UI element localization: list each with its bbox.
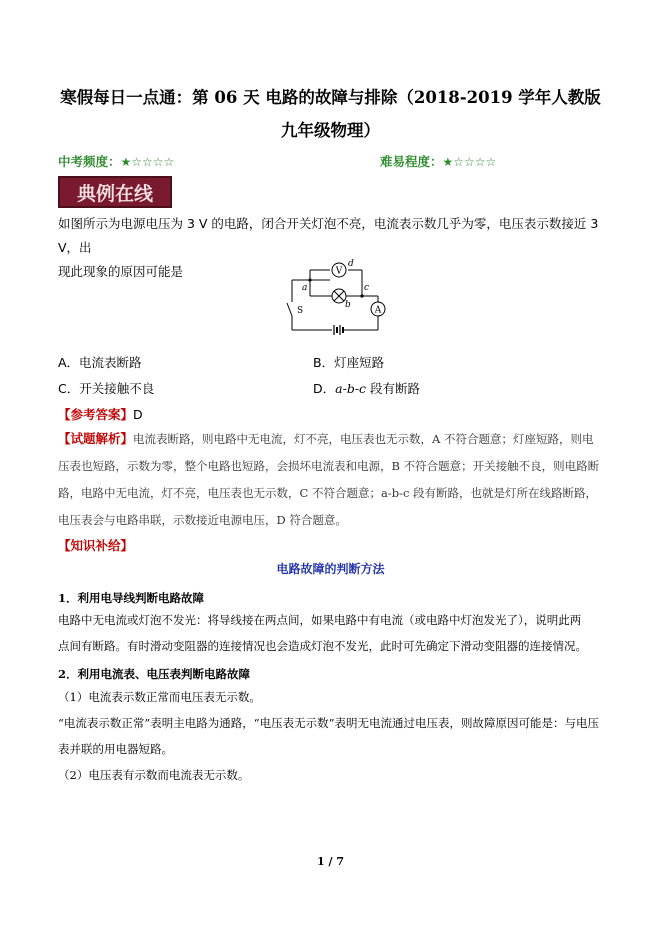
section1-title: 1．利用电导线判断电路故障	[58, 591, 205, 605]
example-online-badge: 典例在线	[58, 176, 172, 208]
difficulty-level	[380, 152, 496, 170]
analysis-line4: 电压表会与电路串联，示数接近电源电压，D 符合题意。	[58, 513, 347, 527]
difficulty-stars: ★☆☆☆☆	[442, 155, 497, 169]
answer-value: D	[133, 407, 143, 422]
exam-frequency-stars: ★☆☆☆☆	[120, 155, 175, 169]
page-number: 1 / 7	[317, 855, 344, 868]
section2-line1: “电流表示数正常”表明主电路为通路，“电压表无示数”表明无电流通过电压表，则故障原因可能是：与电压	[58, 716, 600, 730]
knowledge-label: 【知识补给】	[58, 538, 134, 553]
switch-label: S	[297, 306, 304, 316]
exam-frequency-label: 中考频度：	[58, 154, 121, 169]
node-a-label: a	[302, 283, 308, 293]
exam-frequency	[58, 152, 174, 170]
node-c-label: c	[364, 283, 370, 293]
option-d: D．a-b-c 段有断路	[313, 381, 421, 396]
knowledge-heading: 电路故障的判断方法	[276, 562, 385, 576]
section2-item1: （1）电流表示数正常而电压表无示数。	[58, 690, 261, 704]
answer-line	[58, 405, 143, 423]
question-line2: 现此现象的原因可能是	[58, 264, 184, 279]
section1-line1: 电路中无电流或灯泡不发光：将导线接在两点间，如果电路中有电流（或电路中灯泡发光了），说明此两	[58, 613, 582, 627]
question-line1: 如图所示为电源电压为 3 V 的电路，闭合开关灯泡不亮，电流表示数几乎为零，电压表示数接近 3 V，出	[58, 216, 599, 255]
section2-text	[58, 684, 610, 788]
node-d-label: d	[348, 259, 354, 269]
document-title-line1: 寒假每日一点通：第 06 天 电路的故障与排除（2018-2019 学年人教版	[60, 88, 601, 107]
answer-label: 【参考答案】	[58, 407, 134, 422]
analysis-line1: 电流表断路，则电路中无电流，灯不亮，电压表也无示数，A 不符合题意；灯座短路，则电	[133, 432, 594, 446]
difficulty-label: 难易程度：	[380, 154, 443, 169]
section1-line2: 点间有断路。有时滑动变阻器的连接情况也会造成灯泡不发光，此时可先确定下滑动变阻器的连接情况。	[58, 639, 587, 653]
analysis-label: 【试题解析】	[58, 431, 134, 446]
section2-line2: 表并联的用电器短路。	[58, 742, 173, 756]
circuit-diagram	[280, 258, 390, 340]
analysis-line3: 路，电路中无电流，灯不亮，电压表也无示数，C 不符合题意；a-b-c 段有断路，也就是灯所在线路断路，	[58, 486, 598, 500]
ammeter-label: A	[374, 305, 382, 316]
option-a: A．电流表断路	[58, 355, 142, 370]
section2-title: 2．利用电流表、电压表判断电路故障	[58, 667, 250, 681]
analysis-block	[58, 425, 610, 534]
option-b: B．灯座短路	[313, 355, 385, 370]
document-title-line2: 九年级物理）	[281, 121, 380, 140]
section1-text	[58, 607, 610, 659]
node-b-label: b	[345, 300, 351, 310]
voltmeter-label: V	[335, 266, 343, 277]
section2-item2: （2）电压表有示数而电流表无示数。	[58, 768, 250, 782]
analysis-line2: 压表也短路，示数为零，整个电路也短路，会损坏电流表和电源，B 不符合题意；开关接触不良，则电路断	[58, 459, 600, 473]
option-c: C．开关接触不良	[58, 381, 155, 396]
